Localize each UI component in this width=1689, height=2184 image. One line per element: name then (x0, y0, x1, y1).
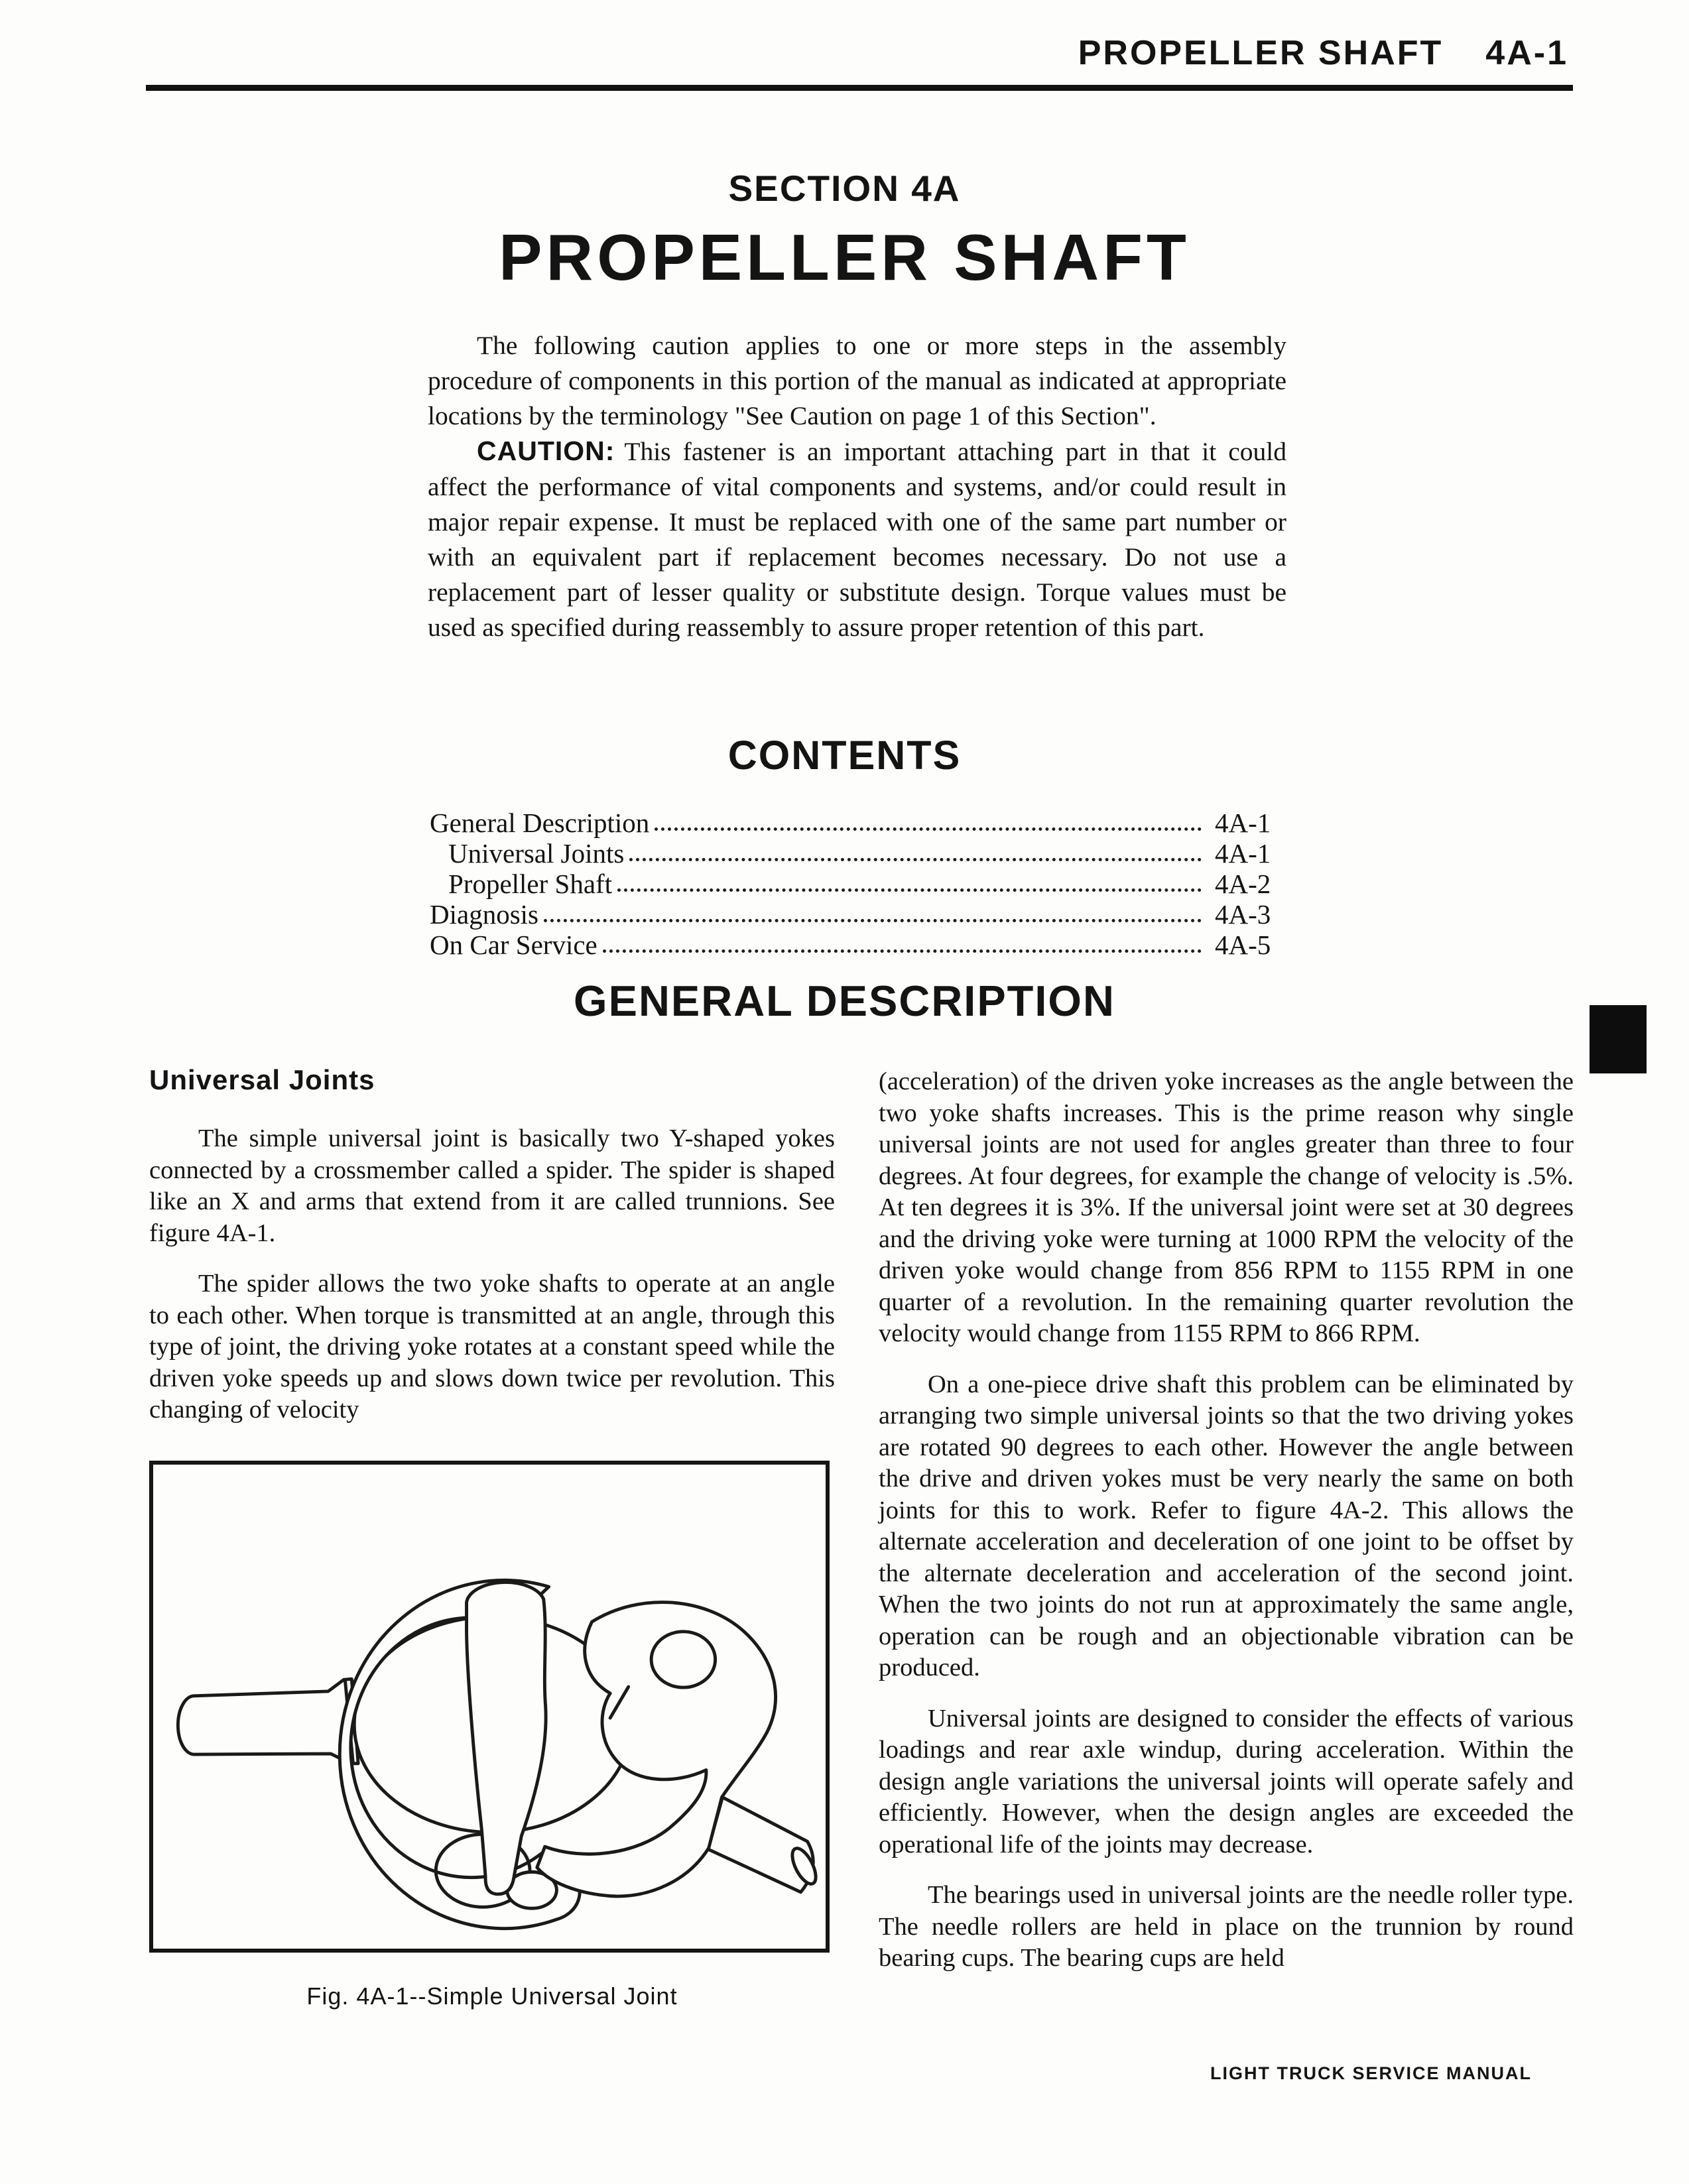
toc-page-ref: 4A-1 (1215, 808, 1271, 838)
section-tab-marker (1590, 1005, 1647, 1073)
running-header (0, 33, 1568, 73)
body-paragraph: The simple universal joint is basically two Y-shaped yokes connected by a crossmember called a spider. The spider is shaped like an X and arms that extend from it are called trunnions. See figure 4A-1. (149, 1124, 835, 1247)
contents-heading: CONTENTS (727, 733, 962, 778)
dot-leader (617, 888, 1202, 892)
toc-label: Propeller Shaft (448, 869, 613, 899)
right-column (879, 1066, 1574, 2012)
toc-entry-on-car-service (430, 930, 1293, 960)
page-title: PROPELLER SHAFT (499, 221, 1190, 294)
left-column (149, 1066, 835, 2012)
toc-entry-general-description (430, 808, 1293, 838)
body-paragraph: On a one-piece drive shaft this problem can be eliminated by arranging two simple universal joints so that the two driving yokes are rotated 90 degrees to each other. However the angle between the drive and driven yokes must be very nearly the same on both joints for this to work. Refer to figure 4A-2. This allows the alternate acceleration and deceleration of one joint to be offset by the alternate deceleration and acceleration of the second joint. When the two joints do not run at approximately the same angle, operation can be rough and an objectionable vibration can be produced. (879, 1370, 1574, 1681)
dot-leader (655, 827, 1202, 831)
toc-entry-propeller-shaft (430, 869, 1293, 899)
universal-joint-illustration (153, 1465, 826, 1949)
intro-block (428, 328, 1286, 645)
footer-manual-name: LIGHT TRUCK SERVICE MANUAL (1210, 2063, 1532, 2083)
body-paragraph: (acceleration) of the driven yoke increases as the angle between the two yoke shafts increases. This is the prime reason why single universal joints are not used for angles greater than three to four degrees. At four degrees, for example the change of velocity is .5%. At ten degrees it is 3%. If the universal joint were set at 30 degrees and the driving yoke were turning at 1000 RPM the velocity of the driven yoke would change from 856 RPM to 1155 RPM in one quarter of a revolution. In the remaining quarter revolution the velocity would change from 1155 RPM to 866 RPM. (879, 1067, 1574, 1347)
header-rule (146, 85, 1573, 91)
figure-4a-1 (149, 1461, 830, 1953)
figure-caption: Fig. 4A-1--Simple Universal Joint (306, 1982, 678, 2010)
intro-paragraph: The following caution applies to one or more steps in the assembly procedure of components in this portion of the manual as indicated at appropriate locations by the terminology "See Caution on page 1 of this Section". (428, 331, 1286, 430)
page-number: 4A-1 (1485, 34, 1568, 72)
table-of-contents (430, 808, 1293, 960)
toc-page-ref: 4A-1 (1215, 838, 1271, 869)
section-kicker: SECTION 4A (728, 168, 961, 209)
toc-entry-diagnosis (430, 899, 1293, 930)
caution-paragraph (428, 434, 1286, 645)
general-description-heading: GENERAL DESCRIPTION (574, 977, 1115, 1025)
toc-entry-universal-joints (430, 838, 1293, 869)
toc-label: On Car Service (430, 930, 597, 960)
universal-joints-subheading: Universal Joints (149, 1064, 375, 1095)
body-paragraph: Universal joints are designed to consider the effects of various loadings and rear axle windup, during acceleration. Within the design angle variations the universal joints will operate safely and efficiently. However, when the design angles are exceeded the operational life of the joints may decrease. (879, 1704, 1574, 1858)
toc-label: General Description (430, 808, 650, 838)
body-paragraph: The bearings used in universal joints are the needle roller type. The needle rollers are held in place on the trunnion by round bearing cups. The bearing cups are held (879, 1881, 1574, 1972)
body-paragraph: The spider allows the two yoke shafts to operate at an angle to each other. When torque is transmitted at an angle, through this type of joint, the driving yoke rotates at a constant speed while the driven yoke speeds up and slows down twice per revolution. This changing of velocity (149, 1270, 835, 1424)
body-columns (149, 1066, 1574, 2012)
toc-label: Universal Joints (448, 838, 625, 869)
dot-leader (544, 919, 1202, 922)
caution-label: CAUTION: (477, 436, 615, 466)
running-header-title: PROPELLER SHAFT (1078, 34, 1444, 72)
dot-leader (629, 858, 1202, 861)
toc-label: Diagnosis (430, 899, 538, 930)
toc-page-ref: 4A-5 (1215, 930, 1271, 960)
caution-text: This fastener is an important attaching part in that it could affect the performance of vital components and systems, and/or could result in major repair expense. It must be replaced with one of the same part number or with an equivalent part if replacement becomes necessary. Do not use a replacement part of lesser quality or substitute design. Torque values must be used as specified during reassembly to assure proper retention of this part. (428, 437, 1286, 642)
dot-leader (603, 949, 1202, 953)
toc-page-ref: 4A-2 (1215, 869, 1271, 899)
toc-page-ref: 4A-3 (1215, 899, 1271, 930)
